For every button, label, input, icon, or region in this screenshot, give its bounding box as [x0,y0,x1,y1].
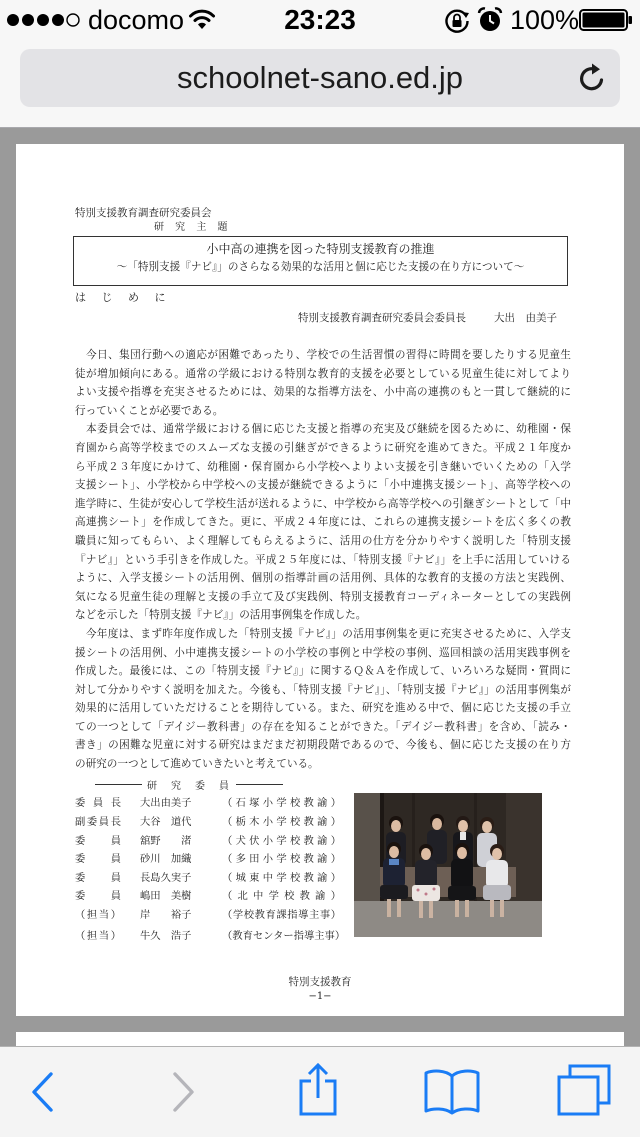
body-line: 徒が増加傾向にある。通常の学級における特別な教育的支援を必要としている児童生徒に対してより [75,367,571,380]
bookmarks-icon[interactable] [423,1067,481,1115]
pdf-page-1 [16,144,624,1016]
body-line: ての一つとして「デイジー教科書」の存在を知ることができた。「デイジー教科書」を含め、「読み・ [75,720,571,733]
member-role: （担当） [75,930,121,942]
member-name: 嶋田 美樹 [140,890,192,902]
members-heading-text: 研 究 委 員 [147,780,231,792]
member-role: 委員長 [75,797,121,809]
body-line: 気になる児童生徒の理解と支援の手立て及び実践例、特別支援教育コーディネーターとしての実践例 [75,590,571,603]
member-name: 大谷 道代 [140,816,192,828]
member-role: （担当） [75,909,121,921]
member-role: 委員 [75,835,121,847]
member-school: （栃木小学校教諭） [222,816,341,828]
rotation-lock-icon [443,8,471,34]
member-name: 岸 裕子 [140,909,192,921]
body-line: 高連携シート」を作成してきた。更に、平成２４年度には、これらの連携支援シートを広く多くの教 [75,516,571,529]
member-row [75,906,345,924]
member-row [75,832,345,850]
member-school: （北中学校教諭） [222,890,341,902]
browser-top-bar [0,0,640,128]
member-role: 副委員長 [75,816,121,828]
member-row [75,869,345,887]
clock: 23:23 [284,4,356,35]
member-role: 委員 [75,890,121,902]
back-icon[interactable] [26,1069,60,1115]
battery-percentage: 100% [510,5,580,35]
heading-rule [95,784,142,785]
member-school: （石塚小学校教諭） [222,797,341,809]
research-theme-box [73,236,568,286]
body-line: 職員に知ってもらい、よく理解してもらえるように、活用の仕方を分かりやすく説明した「特別支援 [75,534,571,547]
body-line: ら平成２３年度にかけて、幼稚園・保育園から小学校へよりよい支援を引き継いでいくための「入学 [75,460,571,473]
body-line: 今年度は、まず昨年度作成した「特別支援『ナビ』」の活用事例集を更に充実させるために、入学支 [75,627,571,640]
member-row [75,850,345,868]
share-icon[interactable] [297,1061,339,1117]
member-name: 砂川 加織 [140,853,192,865]
body-line: 効果的に活用していただけることを期待している。また、研究を進める中で、個に応じた支援の手立 [75,702,571,715]
body-line: 書き」の困難な児童に対する研究はまだまだ初期段階であるので、今後も、個に応じた支援の在り方 [75,739,571,752]
body-line: 育園から高等学校までのスムーズな支援の引継ぎができるように研究を進めてきた。平成２１年度か [75,441,571,454]
theme-title: 小中高の連携を図った特別支援教育の推進 [206,242,435,256]
pdf-page-2 [16,1032,624,1046]
carrier-name: docomo [88,5,185,35]
body-line: 進学時に、生徒が安心して学校生活が送れるように、中学校から高等学校への引継ぎシートとして「中 [75,497,571,510]
body-line: ように、入学支援シートの活用例、個別の指導計画の活用例、具体的な教育的支援の方法と実践例、 [75,572,571,585]
alarm-icon [477,7,503,33]
body-line: 作成した。最後には、この「特別支援『ナビ』」に関するＱ＆Ａを作成して、いろいろな疑問・質問に [75,665,571,678]
member-name: 牛久 浩子 [140,930,192,942]
body-line: 今日、集団行動への適応が困難であったり、学校での生活習慣の習得に時間を要したりする児童生 [75,349,571,361]
member-school: （犬伏小学校教諭） [222,835,341,847]
member-school: （学校教育課指導主事） [222,909,341,921]
tabs-icon[interactable] [556,1063,612,1117]
intro-body [75,346,571,774]
theme-label: 研 究 主 題 [148,221,238,235]
body-line: 『ナビ』」という手引きを作成した。平成２５年度には、「特別支援『ナビ』」を上手に活用していける [75,553,571,566]
member-school: （城東中学校教諭） [222,872,341,884]
footer-title: 特別支援教育 [288,976,352,988]
address-field[interactable] [20,49,620,107]
member-name: 大出由美子 [140,797,192,809]
body-line: 援シートの活用例、小中連携支援シートの小学校の事例と中学校の事例、巡回相談の活用実践事例を [75,646,571,659]
battery-icon [579,9,635,31]
member-role: 委員 [75,872,121,884]
url-text[interactable]: schoolnet-sano.ed.jp [176,60,464,95]
body-line: 支援シート」、小学校から中学校への支援が継続できるように「小中連携支援シート」、高等学校への [75,479,571,492]
body-line: 行っていくことが必要である。 [75,404,224,417]
theme-subtitle: 〜「特別支援『ナビ』」のさらなる効果的な活用と個に応じた支援の在り方について〜 [116,261,525,273]
member-row [75,794,345,812]
heading-rule [236,784,283,785]
body-line: の研究の一つとして進めていきたいと考えている。 [75,758,319,771]
group-photo [354,793,542,937]
author-name: 大出 由美子 [494,312,557,324]
reload-icon[interactable] [576,61,610,95]
members-heading [95,777,283,791]
member-row [75,813,345,831]
browser-toolbar [0,1046,640,1137]
member-name: 長島久実子 [140,872,192,884]
body-line: 本委員会では、通常学級における個に応じた支援と指導の充実及び継続を図るために、幼稚園・保 [75,423,571,436]
member-role: 委員 [75,853,121,865]
member-name: 舘野 渚 [140,835,192,847]
intro-heading: は じ め に [75,291,172,304]
pdf-viewport[interactable] [0,128,640,1046]
member-row [75,887,345,905]
member-school: （教育センター指導主事） [222,930,346,942]
committee-name: 特別支援教育調査研究委員会 [75,207,212,219]
body-line: 対して分かりやすく説明を加えた。今後も、「特別支援『ナビ』」、「特別支援『ナビ』」の活用事例集が [75,683,571,696]
author-role: 特別支援教育調査研究委員会委員長 [298,312,466,324]
forward-icon[interactable] [166,1069,200,1115]
page-number: −1− [308,991,332,1002]
body-line: よい支援や指導を充実させるためには、効果的な指導方法を、小中高の連携のもと一貫して継続的に [75,386,571,399]
body-line: などを示した「特別支援『ナビ』」の活用事例集を作成した。 [75,609,367,622]
member-row [75,927,345,945]
member-school: （多田小学校教諭） [222,853,341,865]
